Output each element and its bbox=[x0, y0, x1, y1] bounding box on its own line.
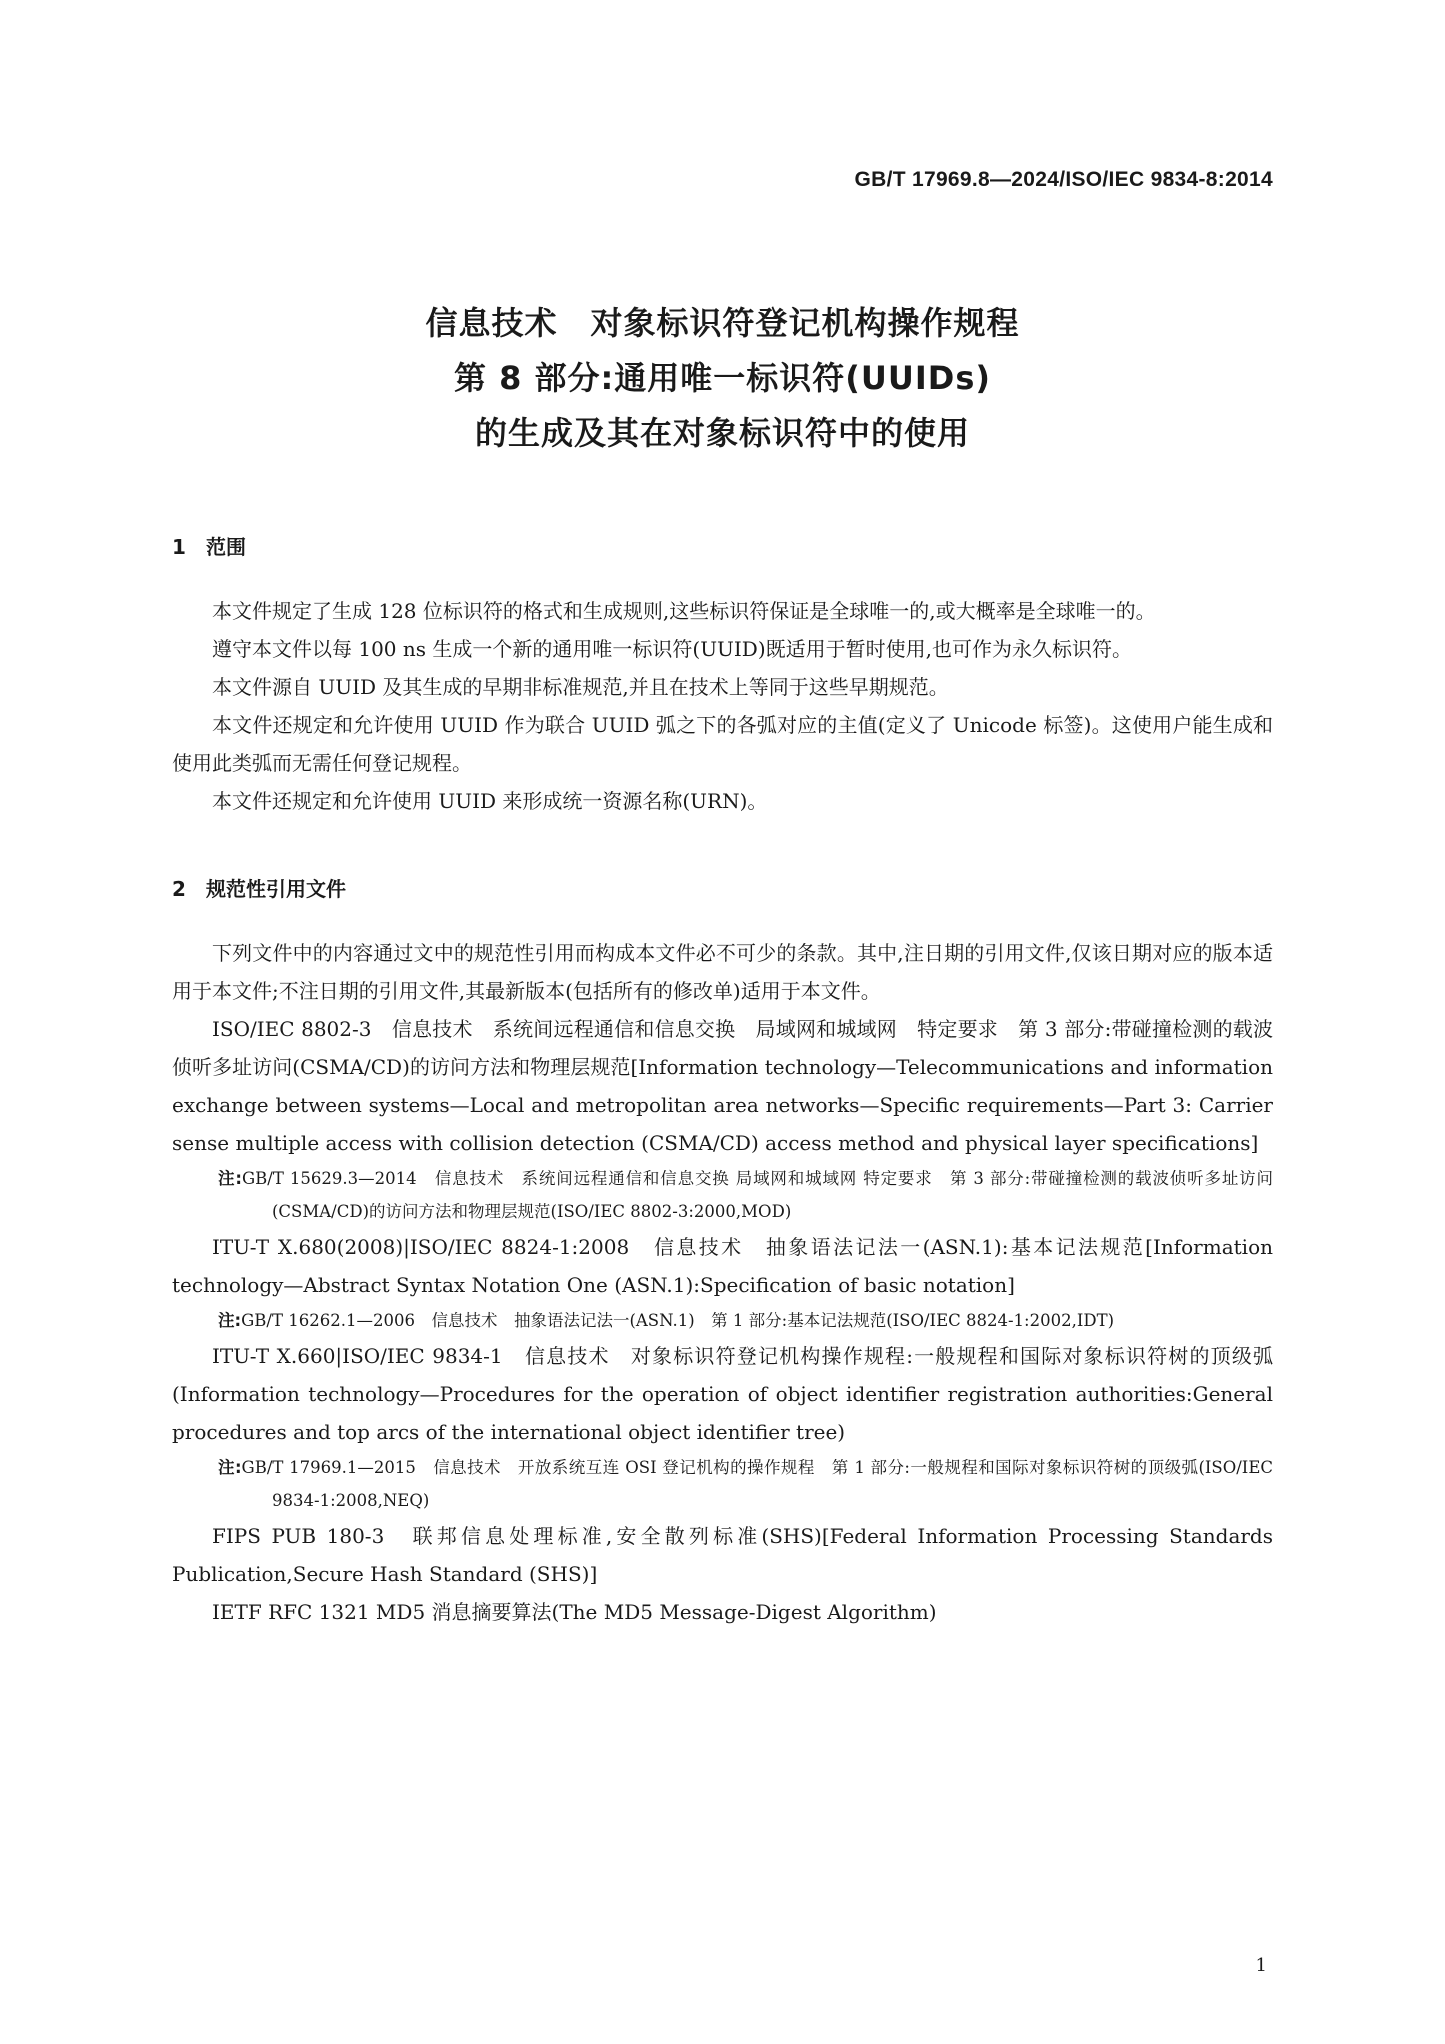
scope-paragraph: 本文件规定了生成 128 位标识符的格式和生成规则,这些标识符保证是全球唯一的,或大概率是全球唯一的。 bbox=[212, 599, 1156, 623]
section-title: 规范性引用文件 bbox=[206, 877, 346, 901]
section-title: 范围 bbox=[206, 535, 246, 559]
title-line-2: 第 8 部分:通用唯一标识符(UUIDs) bbox=[453, 359, 992, 397]
title-line-3: 的生成及其在对象标识符中的使用 bbox=[474, 414, 970, 452]
document-title bbox=[0, 296, 1445, 461]
section-1-heading bbox=[172, 532, 1273, 562]
reference-entry: IETF RFC 1321 MD5 消息摘要算法(The MD5 Message-Digest Algorithm) bbox=[212, 1600, 937, 1624]
reference-entry: ITU-T X.660|ISO/IEC 9834-1 信息技术 对象标识符登记机构操作规程:一般规程和国际对象标识符树的顶级弧(Information technology—Procedures for the operation of object identifier registration authorities:General procedures and top arcs of the international object identifier tree) bbox=[172, 1344, 1273, 1444]
note-label: 注: bbox=[218, 1169, 242, 1188]
section-2-heading bbox=[172, 874, 1273, 904]
note-text: GB/T 17969.1—2015 信息技术 开放系统互连 OSI 登记机构的操作规程 第 1 部分:一般规程和国际对象标识符树的顶级弧(ISO/IEC 9834-1:2008,NEQ) bbox=[241, 1458, 1273, 1510]
scope-paragraph: 本文件源自 UUID 及其生成的早期非标准规范,并且在技术上等同于这些早期规范。 bbox=[212, 675, 949, 699]
section-number: 2 bbox=[172, 877, 186, 901]
document-body bbox=[172, 532, 1273, 1631]
note-label: 注: bbox=[218, 1458, 242, 1477]
scope-paragraph: 本文件还规定和允许使用 UUID 作为联合 UUID 弧之下的各弧对应的主值(定义了 Unicode 标签)。这使用户能生成和使用此类弧而无需任何登记规程。 bbox=[172, 713, 1273, 775]
title-line-1: 信息技术 对象标识符登记机构操作规程 bbox=[425, 304, 1020, 342]
note-text: GB/T 16262.1—2006 信息技术 抽象语法记法一(ASN.1) 第 1 部分:基本记法规范(ISO/IEC 8824-1:2002,IDT) bbox=[241, 1311, 1115, 1330]
section-number: 1 bbox=[172, 535, 186, 559]
scope-paragraph: 遵守本文件以每 100 ns 生成一个新的通用唯一标识符(UUID)既适用于暂时使用,也可作为永久标识符。 bbox=[212, 637, 1132, 661]
scope-paragraph: 本文件还规定和允许使用 UUID 来形成统一资源名称(URN)。 bbox=[212, 789, 768, 813]
reference-note bbox=[172, 1304, 1273, 1337]
reference-entry: ISO/IEC 8802-3 信息技术 系统间远程通信和信息交换 局域网和城域网 特定要求 第 3 部分:带碰撞检测的载波侦听多址访问(CSMA/CD)的访问方法和物理层规范[Information technology—Telecommunications and information exchange between systems—Local and metropolitan area networks—Specific requirements—Part 3: Carrier sense multiple access with collision detection (CSMA/CD) access method and physical layer specifications] bbox=[172, 1017, 1273, 1155]
page-number: 1 bbox=[1255, 1955, 1267, 1976]
note-label: 注: bbox=[218, 1311, 242, 1330]
document-code: GB/T 17969.8—2024/ISO/IEC 9834-8:2014 bbox=[854, 168, 1273, 191]
note-text: GB/T 15629.3—2014 信息技术 系统间远程通信和信息交换 局域网和城域网 特定要求 第 3 部分:带碰撞检测的载波侦听多址访问(CSMA/CD)的访问方法和物理层规范(ISO/IEC 8802-3:2000,MOD) bbox=[241, 1169, 1274, 1221]
reference-note bbox=[172, 1451, 1273, 1517]
reference-entry: ITU-T X.680(2008)|ISO/IEC 8824-1:2008 信息技术 抽象语法记法一(ASN.1):基本记法规范[Information technology—Abstract Syntax Notation One (ASN.1):Specification of basic notation] bbox=[172, 1235, 1273, 1297]
reference-note bbox=[172, 1162, 1273, 1228]
reference-entry: FIPS PUB 180-3 联邦信息处理标准,安全散列标准(SHS)[Federal Information Processing Standards Publication,Secure Hash Standard (SHS)] bbox=[172, 1524, 1273, 1586]
references-intro: 下列文件中的内容通过文中的规范性引用而构成本文件必不可少的条款。其中,注日期的引用文件,仅该日期对应的版本适用于本文件;不注日期的引用文件,其最新版本(包括所有的修改单)适用于本文件。 bbox=[172, 941, 1273, 1003]
